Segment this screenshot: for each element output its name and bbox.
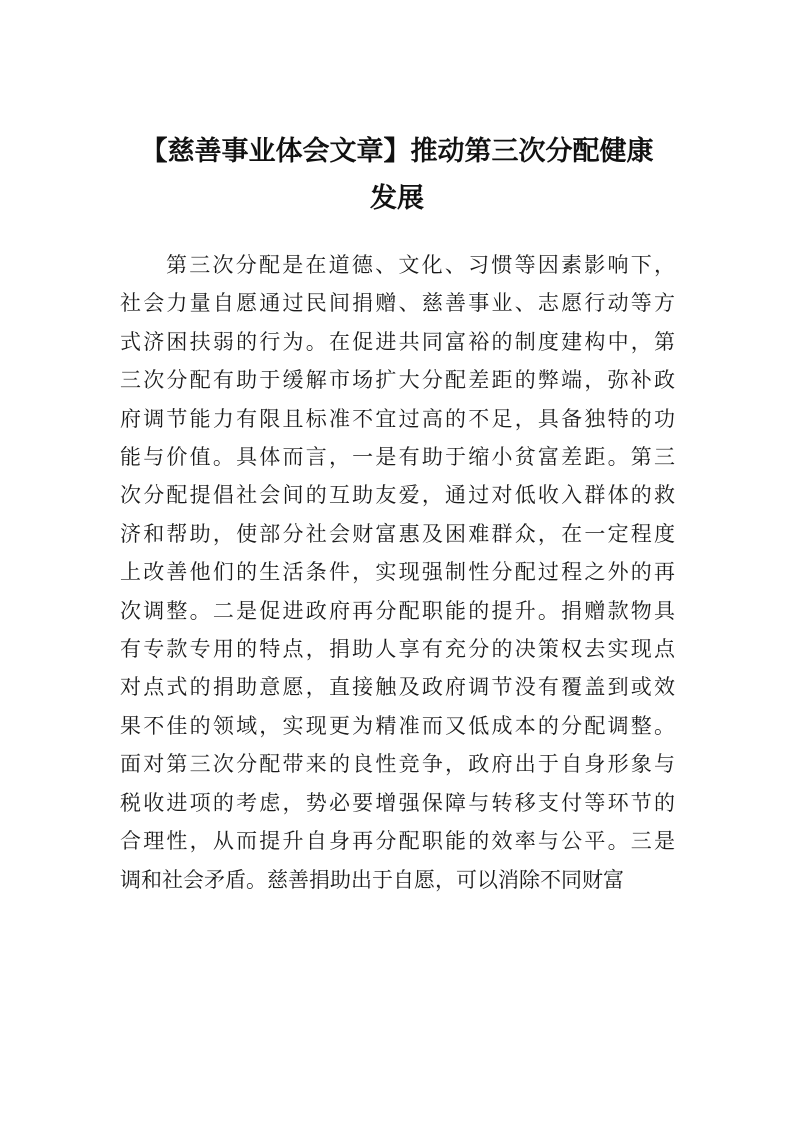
document-title xyxy=(100,128,694,222)
title-line-2: 发展 xyxy=(370,183,424,214)
paragraph-line-14: 面对第三次分配带来的良性竞争，政府出于自身形象与 xyxy=(120,752,675,777)
paragraph-line-8: 济和帮助，使部分社会财富惠及困难群众，在一定程度 xyxy=(120,521,675,546)
paragraph-line-3: 式济困扶弱的行为。在促进共同富裕的制度建构中，第 xyxy=(120,329,675,354)
paragraph-line-13: 果不佳的领域，实现更为精准而又低成本的分配调整。 xyxy=(120,713,675,738)
body-paragraph xyxy=(120,246,675,899)
paragraph-line-7: 次分配提倡社会间的互助友爱，通过对低收入群体的救 xyxy=(120,483,675,508)
title-line-1: 【慈善事业体会文章】推动第三次分配健康 xyxy=(140,136,654,167)
paragraph-line-2: 社会力量自愿通过民间捐赠、慈善事业、志愿行动等方 xyxy=(120,291,675,316)
paragraph-line-5: 府调节能力有限且标准不宜过高的不足，具备独特的功 xyxy=(120,406,675,431)
paragraph-line-17: 调和社会矛盾。慈善捐助出于自愿，可以消除不同财富 xyxy=(120,867,624,892)
paragraph-line-1: 第三次分配是在道德、文化、习惯等因素影响下， xyxy=(166,253,675,277)
paragraph-line-11: 有专款专用的特点，捐助人享有充分的决策权去实现点 xyxy=(120,637,675,662)
paragraph-line-16: 合理性，从而提升自身再分配职能的效率与公平。三是 xyxy=(120,829,675,854)
paragraph-line-10: 次调整。二是促进政府再分配职能的提升。捐赠款物具 xyxy=(120,598,675,623)
paragraph-line-6: 能与价值。具体而言，一是有助于缩小贫富差距。第三 xyxy=(120,445,675,470)
paragraph-line-12: 对点式的捐助意愿，直接触及政府调节没有覆盖到或效 xyxy=(120,675,675,700)
paragraph-line-15: 税收进项的考虑，势必要增强保障与转移支付等环节的 xyxy=(120,790,675,815)
paragraph-line-4: 三次分配有助于缓解市场扩大分配差距的弊端，弥补政 xyxy=(120,368,675,393)
paragraph-line-9: 上改善他们的生活条件，实现强制性分配过程之外的再 xyxy=(120,560,675,585)
